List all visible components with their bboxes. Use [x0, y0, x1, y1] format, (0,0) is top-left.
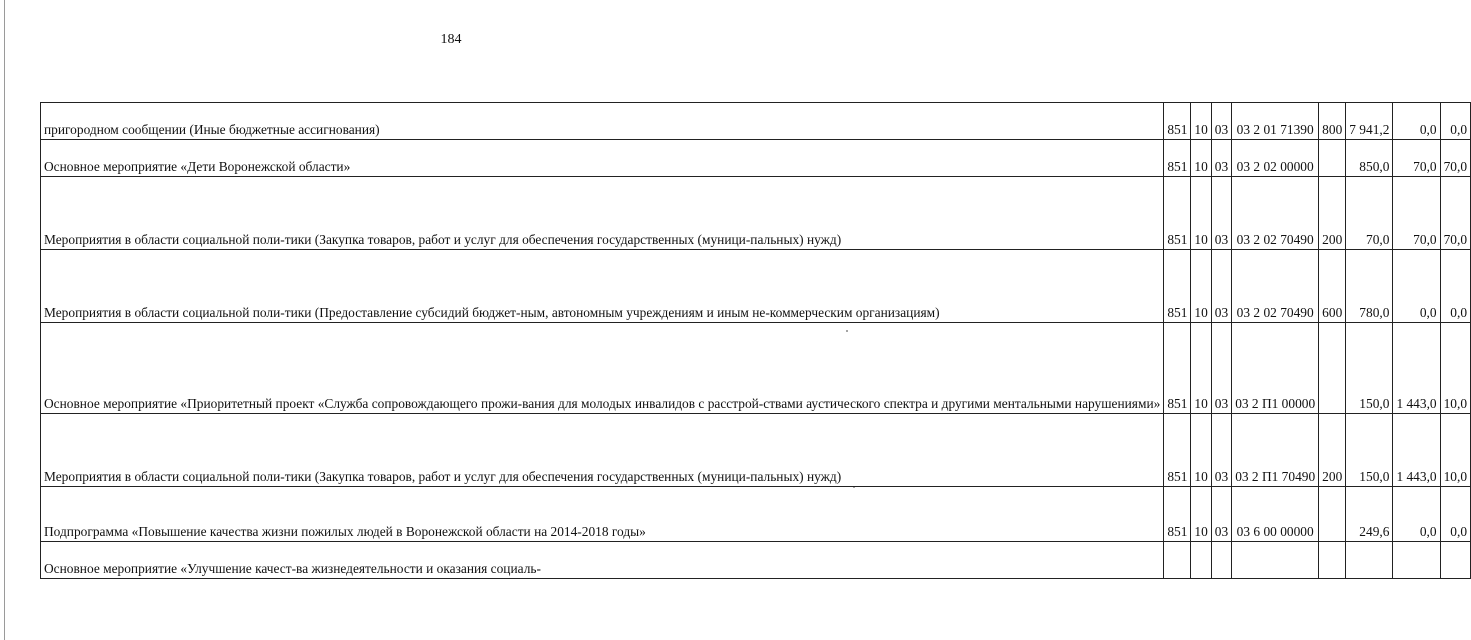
- cell-gr: 851: [1164, 177, 1191, 250]
- table-row: [41, 323, 1471, 414]
- cell-amount-1: 850,0: [1346, 140, 1393, 177]
- cell-gr: 851: [1164, 103, 1191, 140]
- row-name: Основное мероприятие «Дети Воронежской области»: [41, 140, 1164, 177]
- cell-pr: 03: [1211, 487, 1231, 542]
- cell-rz: 10: [1191, 323, 1211, 414]
- cell-rz: 10: [1191, 487, 1211, 542]
- budget-table: [40, 102, 1471, 579]
- cell-vr: 200: [1319, 414, 1346, 487]
- cell-csr: [1232, 542, 1319, 579]
- cell-amount-3: [1440, 542, 1470, 579]
- cell-amount-3: 10,0: [1440, 414, 1470, 487]
- row-name: Мероприятия в области социальной поли-тики (Закупка товаров, работ и услуг для обеспечения государственных (муници-пальных) нужд): [41, 177, 1164, 250]
- table-row: [41, 103, 1471, 140]
- cell-amount-1: 150,0: [1346, 414, 1393, 487]
- cell-amount-1: 7 941,2: [1346, 103, 1393, 140]
- cell-gr: 851: [1164, 140, 1191, 177]
- cell-amount-1: 249,6: [1346, 487, 1393, 542]
- row-name: Подпрограмма «Повышение качества жизни пожилых людей в Воронежской области на 2014-2018 годы»: [41, 487, 1164, 542]
- cell-gr: 851: [1164, 323, 1191, 414]
- cell-rz: 10: [1191, 177, 1211, 250]
- cell-rz: [1191, 542, 1211, 579]
- cell-amount-1: 150,0: [1346, 323, 1393, 414]
- cell-amount-3: 0,0: [1440, 487, 1470, 542]
- cell-amount-3: 10,0: [1440, 323, 1470, 414]
- cell-vr: 800: [1319, 103, 1346, 140]
- cell-csr: 03 2 02 00000: [1232, 140, 1319, 177]
- cell-amount-2: 70,0: [1393, 177, 1440, 250]
- table-row: [41, 140, 1471, 177]
- cell-amount-2: 1 443,0: [1393, 414, 1440, 487]
- cell-amount-3: 70,0: [1440, 140, 1470, 177]
- cell-amount-2: 0,0: [1393, 103, 1440, 140]
- cell-csr: 03 2 П1 00000: [1232, 323, 1319, 414]
- cell-amount-1: 780,0: [1346, 250, 1393, 323]
- cell-amount-3: 0,0: [1440, 103, 1470, 140]
- cell-amount-2: [1393, 542, 1440, 579]
- cell-rz: 10: [1191, 140, 1211, 177]
- cell-pr: 03: [1211, 177, 1231, 250]
- table-row: [41, 487, 1471, 542]
- table-row: [41, 177, 1471, 250]
- table-row: [41, 250, 1471, 323]
- cell-vr: [1319, 323, 1346, 414]
- cell-vr: [1319, 140, 1346, 177]
- cell-gr: 851: [1164, 414, 1191, 487]
- cell-rz: 10: [1191, 414, 1211, 487]
- row-name: пригородном сообщении (Иные бюджетные ассигнования): [41, 103, 1164, 140]
- cell-gr: 851: [1164, 487, 1191, 542]
- cell-amount-1: [1346, 542, 1393, 579]
- cell-pr: 03: [1211, 140, 1231, 177]
- cell-gr: 851: [1164, 250, 1191, 323]
- cell-gr: [1164, 542, 1191, 579]
- cell-pr: 03: [1211, 250, 1231, 323]
- cell-csr: 03 2 02 70490: [1232, 250, 1319, 323]
- cell-vr: 200: [1319, 177, 1346, 250]
- cell-amount-3: 0,0: [1440, 250, 1470, 323]
- cell-csr: 03 2 П1 70490: [1232, 414, 1319, 487]
- cell-vr: 600: [1319, 250, 1346, 323]
- cell-amount-2: 1 443,0: [1393, 323, 1440, 414]
- cell-amount-3: 70,0: [1440, 177, 1470, 250]
- cell-amount-2: 70,0: [1393, 140, 1440, 177]
- scan-edge-line: [4, 0, 5, 640]
- row-name: Мероприятия в области социальной поли-тики (Закупка товаров, работ и услуг для обеспечения государственных (муници-пальных) нужд): [41, 414, 1164, 487]
- cell-rz: 10: [1191, 103, 1211, 140]
- cell-csr: 03 6 00 00000: [1232, 487, 1319, 542]
- table-row: [41, 542, 1471, 579]
- cell-pr: 03: [1211, 414, 1231, 487]
- cell-amount-2: 0,0: [1393, 487, 1440, 542]
- cell-pr: [1211, 542, 1231, 579]
- row-name: Основное мероприятие «Улучшение качест-ва жизнедеятельности и оказания социаль-: [41, 542, 1164, 579]
- cell-vr: [1319, 542, 1346, 579]
- row-name: Основное мероприятие «Приоритетный проект «Служба сопровождающего прожи-вания для молодых инвалидов с расстрой-ствами аустического спектра и другими ментальными нарушениями»: [41, 323, 1164, 414]
- cell-pr: 03: [1211, 103, 1231, 140]
- cell-amount-1: 70,0: [1346, 177, 1393, 250]
- page-number: 184: [440, 32, 462, 47]
- table-row: [41, 414, 1471, 487]
- cell-csr: 03 2 01 71390: [1232, 103, 1319, 140]
- cell-vr: [1319, 487, 1346, 542]
- cell-amount-2: 0,0: [1393, 250, 1440, 323]
- cell-rz: 10: [1191, 250, 1211, 323]
- cell-pr: 03: [1211, 323, 1231, 414]
- row-name: Мероприятия в области социальной поли-тики (Предоставление субсидий бюджет-ным, автономным учреждениям и иным не-коммерческим организациям): [41, 250, 1164, 323]
- cell-csr: 03 2 02 70490: [1232, 177, 1319, 250]
